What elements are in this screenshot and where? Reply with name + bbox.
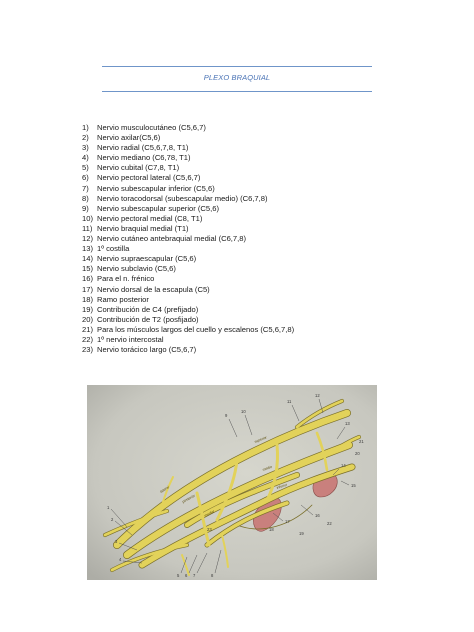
legend-item-text: Nervio pectoral lateral (C5,6,7) xyxy=(97,173,201,183)
legend-item xyxy=(82,224,294,234)
callout-number: 13 xyxy=(345,421,350,426)
title-block xyxy=(102,66,372,93)
legend-item-text: Nervio musculocutáneo (C5,6,7) xyxy=(97,123,206,132)
legend-item-number: 21) xyxy=(82,324,93,334)
legend-item-number: 11) xyxy=(82,223,93,233)
callout-number: 4 xyxy=(119,557,122,562)
callout-number: 15 xyxy=(351,483,356,488)
brachial-plexus-photo xyxy=(87,385,377,580)
legend-item xyxy=(82,143,294,153)
trunk-label-medio: medio xyxy=(261,464,273,472)
legend-item xyxy=(82,315,294,325)
legend-item-text: Nervio torácico largo (C5,6,7) xyxy=(97,345,197,355)
legend-item-number: 13) xyxy=(82,244,93,254)
title-rule-top xyxy=(102,66,372,67)
callout-number: 1 xyxy=(107,505,110,510)
callout-number: 5 xyxy=(177,573,180,578)
legend-item-number: 12) xyxy=(82,234,93,244)
callout-number: 9 xyxy=(225,413,228,418)
legend-item-text: Nervio braquial medial (T1) xyxy=(97,223,189,233)
legend-item xyxy=(82,173,294,183)
legend-item-number: 18) xyxy=(82,294,93,304)
legend-item-number: 6) xyxy=(82,173,89,183)
legend-item-text: Nervio dorsal de la escapula (C5) xyxy=(97,284,210,294)
legend-item-number: 2) xyxy=(82,133,89,143)
legend-item-number: 14) xyxy=(82,254,93,264)
legend-item xyxy=(82,194,294,204)
legend-item xyxy=(82,163,294,173)
callout-number: 11 xyxy=(287,399,292,404)
legend-item-number: 10) xyxy=(82,213,93,223)
trunk-label-inferior: inferior xyxy=(276,482,288,490)
callout-number: 10 xyxy=(241,409,246,414)
legend-item-number: 15) xyxy=(82,264,93,274)
legend-item-text: Nervio cubital (C7,8, T1) xyxy=(97,163,180,173)
legend-item-number: 4) xyxy=(82,153,89,163)
legend-item-text: Nervio cutáneo antebraquial medial (C6,7,8) xyxy=(97,234,247,244)
legend-item xyxy=(82,234,294,244)
legend-item xyxy=(82,214,294,224)
legend-item-number: 22) xyxy=(82,334,93,344)
callout-number: 2 xyxy=(111,517,114,522)
title-rule-bottom xyxy=(102,91,372,92)
legend-item xyxy=(82,274,294,284)
legend-item-text: Nervio subescapular inferior (C5,6) xyxy=(97,183,215,193)
legend-item-number: 17) xyxy=(82,284,93,294)
page-title: PLEXO BRAQUIAL xyxy=(203,73,271,82)
legend-item-number: 1) xyxy=(82,123,89,132)
cord-label-lateral: lateral xyxy=(159,485,170,494)
legend-item-text: Nervio radial (C5,6,7,8, T1) xyxy=(97,143,189,153)
legend-item xyxy=(82,295,294,305)
legend-item-number: 9) xyxy=(82,203,89,213)
legend-item xyxy=(82,204,294,214)
legend-item-text: Nervio subclavio (C5,6) xyxy=(97,264,176,274)
legend-item-text: Contribución de T2 (posfijado) xyxy=(97,314,199,324)
legend-item xyxy=(82,254,294,264)
legend-item-number: 19) xyxy=(82,304,93,314)
legend-item xyxy=(82,264,294,274)
legend-item-number: 23) xyxy=(82,345,93,355)
legend-item-text: Contribución de C4 (prefijado) xyxy=(97,304,199,314)
legend-item-number: 3) xyxy=(82,143,89,153)
legend-item xyxy=(82,335,294,345)
callout-number: 8 xyxy=(211,573,214,578)
legend-item xyxy=(82,285,294,295)
callout-number: 3 xyxy=(115,539,118,544)
callout-number: 6 xyxy=(185,573,188,578)
callout-number: 14 xyxy=(341,463,346,468)
callout-number: 22 xyxy=(327,521,332,526)
callout-number: 18 xyxy=(269,527,274,532)
cord-label-posterior: posterior xyxy=(181,493,196,504)
legend-item xyxy=(82,244,294,254)
legend-item-number: 7) xyxy=(82,183,89,193)
legend-item xyxy=(82,123,294,133)
legend-item-text: Nervio supraescapular (C5,6) xyxy=(97,254,197,264)
legend-item-text: Para los músculos largos del cuello y escalenos (C5,6,7,8) xyxy=(97,324,295,334)
legend-item-text: Para el n. frénico xyxy=(97,274,155,284)
legend-item xyxy=(82,345,294,355)
trunk-label-superior: superior xyxy=(253,435,268,444)
legend-item xyxy=(82,153,294,163)
callout-number: 23 xyxy=(207,527,212,532)
callout-number: 7 xyxy=(193,573,196,578)
brachial-plexus-drawing xyxy=(87,385,377,580)
callout-number: 20 xyxy=(355,451,360,456)
callout-number: 12 xyxy=(315,393,320,398)
legend-item-number: 20) xyxy=(82,314,93,324)
legend-item-text: 1º nervio intercostal xyxy=(97,334,164,344)
legend-item-text: 1º costilla xyxy=(97,244,130,254)
callout-number: 16 xyxy=(315,513,320,518)
legend-item xyxy=(82,184,294,194)
cord-label-medial: medial xyxy=(203,509,215,518)
legend-item xyxy=(82,325,294,335)
legend-item-text: Nervio toracodorsal (subescapular medio) (C6,7,8) xyxy=(97,193,268,203)
callout-number: 17 xyxy=(285,519,290,524)
legend-item-text: Ramo posterior xyxy=(97,294,149,304)
legend-item xyxy=(82,305,294,315)
callout-number: 19 xyxy=(299,531,304,536)
legend-item-text: Nervio pectoral medial (C8, T1) xyxy=(97,213,203,223)
legend-item-text: Nervio mediano (C6,78, T1) xyxy=(97,153,191,163)
legend-item-text: Nervio axilar(C5,6) xyxy=(97,133,161,143)
legend-item xyxy=(82,133,294,143)
nerve-legend-list xyxy=(82,123,294,355)
legend-item-text: Nervio subescapular superior (C5,6) xyxy=(97,203,219,213)
legend-item-number: 16) xyxy=(82,274,93,284)
legend-item-number: 8) xyxy=(82,193,89,203)
callout-number: 21 xyxy=(359,439,364,444)
legend-item-number: 5) xyxy=(82,163,89,173)
